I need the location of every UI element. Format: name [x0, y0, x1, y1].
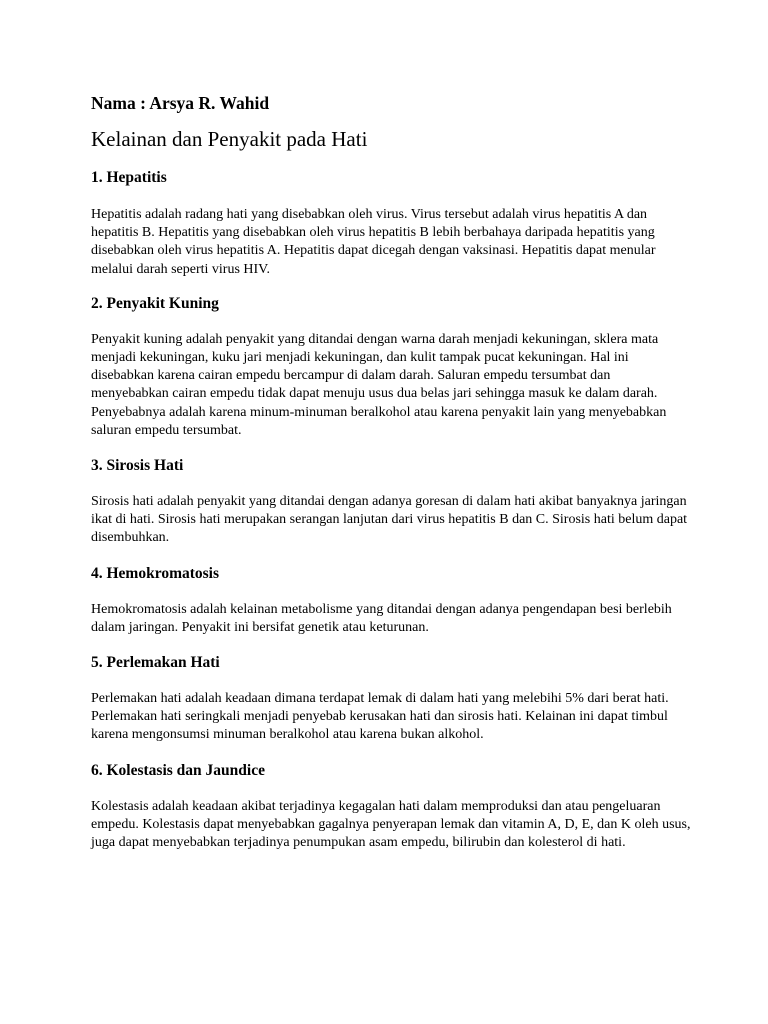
section-heading-hemokromatosis: 4. Hemokromatosis — [91, 564, 220, 582]
section-body-sirosis-hati: Sirosis hati adalah penyakit yang ditandai dengan adanya goresan di dalam hati akibat banyaknya jaringan ikat di hati. Sirosis hati merupakan serangan lanjutan dari virus hepatitis B dan C. Sirosis hati belum dapat disembuhkan. — [91, 494, 688, 546]
section-heading-sirosis-hati: 3. Sirosis Hati — [91, 457, 184, 475]
section-body-kolestasis: Kolestasis adalah keadaan akibat terjadinya kegagalan hati dalam memproduksi dan atau pengeluaran empedu. Kolestasis dapat menyebabkan gagalnya penyerapan lemak dan vitamin A, D, E, dan K oleh usus, juga dapat menyebabkan terjadinya penumpukan asam empedu, bilirubin dan kolesterol di hati. — [91, 798, 691, 851]
document-page — [91, 88, 691, 852]
section-heading-hepatitis: 1. Hepatitis — [91, 169, 167, 186]
section-body-hepatitis: Hepatitis adalah radang hati yang disebabkan oleh virus. Virus tersebut adalah virus hepatitis A dan hepatitis B. Hepatitis yang disebabkan oleh virus hepatitis B lebih berbahaya daripada hepatitis yang disebabkan oleh virus hepatitis A. Hepatitis dapat dicegah dengan vaksinasi. Hepatitis dapat menular melalui darah seperti virus HIV. — [91, 207, 656, 277]
section-heading-kolestasis: 6. Kolestasis dan Jaundice — [91, 761, 265, 779]
section-body-penyakit-kuning: Penyakit kuning adalah penyakit yang ditandai dengan warna darah menjadi kekuningan, sklera mata menjadi kekuningan, kuku jari menjadi kekuningan, dan kulit tampak pucat kekuningan. Hal ini disebabkan karena cairan empedu bercampur di dalam darah. Saluran empedu tersumbat dan menyebabkan cairan empedu tidak dapat menuju usus dua belas jari sehingga masuk ke dalam darah. Penyebabnya adalah karena minum-minuman beralkohol atau karena penyakit lain yang menyebabkan saluran empedu tersumbat. — [91, 331, 667, 438]
document-title: Kelainan dan Penyakit pada Hati — [91, 127, 368, 151]
section-body-perlemakan-hati: Perlemakan hati adalah keadaan dimana terdapat lemak di dalam hati yang melebihi 5% dari berat hati. Perlemakan hati seringkali menjadi penyebab kerusakan hati dan sirosis hati. Kelainan ini dapat timbul karena mengonsumsi minuman beralkohol atau karena bukan alkohol. — [91, 691, 669, 743]
section-heading-perlemakan-hati: 5. Perlemakan Hati — [91, 654, 220, 672]
section-heading-penyakit-kuning: 2. Penyakit Kuning — [91, 294, 219, 312]
section-body-hemokromatosis: Hemokromatosis adalah kelainan metabolisme yang ditandai dengan adanya pengendapan besi berlebih dalam jaringan. Penyakit ini bersifat genetik atau keturunan. — [91, 601, 672, 635]
author-name: Nama : Arsya R. Wahid — [91, 93, 270, 113]
